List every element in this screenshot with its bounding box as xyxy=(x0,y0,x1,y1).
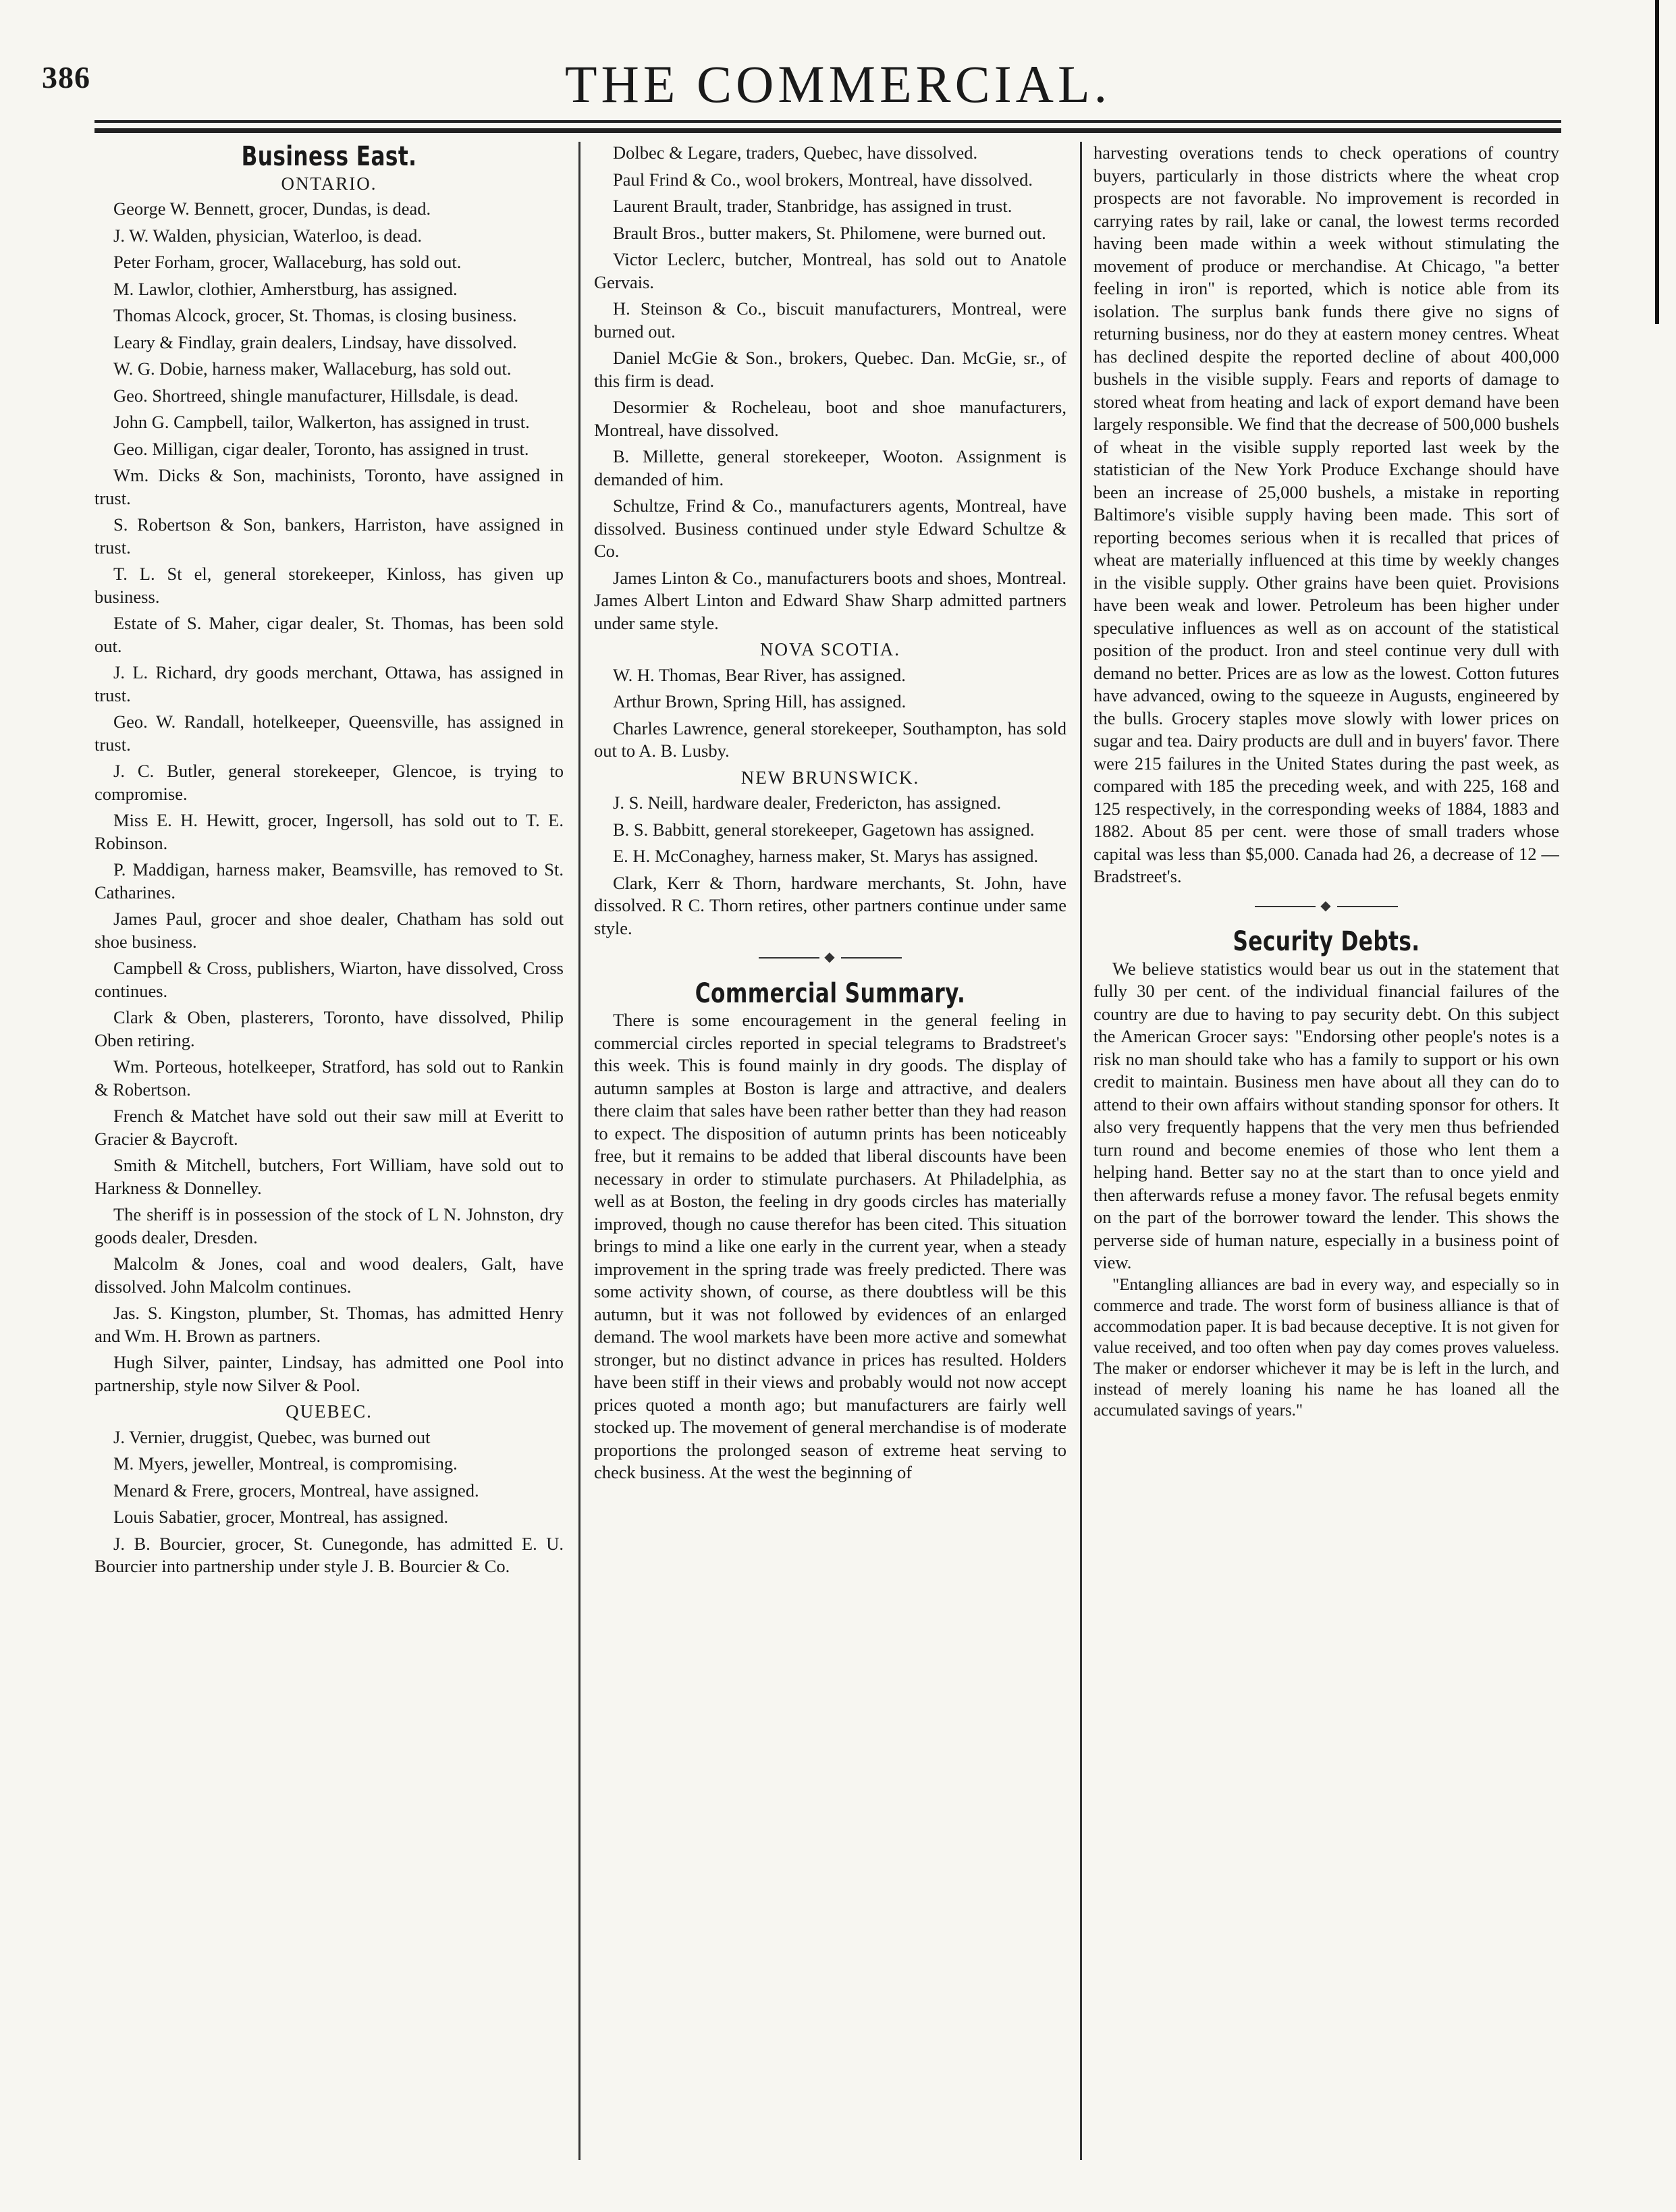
notice-item: M. Lawlor, clothier, Amherstburg, has assigned. xyxy=(113,278,458,299)
notice-item: H. Steinson & Co., biscuit manufacturers, Montreal, were burned out. xyxy=(594,298,1066,342)
notice-item: Geo. Shortreed, shingle manufacturer, Hillsdale, is dead. xyxy=(113,385,519,406)
province-quebec-heading: QUEBEC. xyxy=(286,1401,373,1422)
section-title-business-east: Business East. xyxy=(241,142,417,172)
notice-item: J. B. Bourcier, grocer, St. Cunegonde, has admitted E. U. Bourcier into partnership under style J. B. Bourcier & Co. xyxy=(94,1533,564,1576)
notice-item: Smith & Mitchell, butchers, Fort William, have sold out to Harkness & Donnelley. xyxy=(94,1155,564,1198)
section-divider: ◆ xyxy=(594,946,1066,969)
notice-item: J. Vernier, druggist, Quebec, was burned out xyxy=(113,1426,431,1447)
notice-item: Geo. W. Randall, hotelkeeper, Queensville, has assigned in trust. xyxy=(94,711,564,755)
page-edge-line xyxy=(1655,0,1659,324)
commercial-summary-text: There is some encouragement in the general feeling in commercial circles reported in special telegrams to Bradstreet's this week. This is found mainly in dry goods. The display of autumn samples at Boston is large and attractive, and dealers there claim that sales have been rather better than they had reason to expect. The disposition of autumn prints has been noticeably free, but it remains to be added that liberal discounts have been necessary in order to stimulate purchasers. At Philadelphia, as well as at Boston, the feeling in dry goods circles has materially improved, though no cause therefor has been cited. This situation brings to mind a like one early in the current year, when a steady improvement in the spring trade was freely predicted. There was some activity shown, of course, as there doubtless will be this autumn, but it was not followed by evidences of an enlarged demand. The wool markets have been more active and somewhat stronger, but no distinct advance in prices has resulted. Holders have been stiff in their views and probably would not now accept prices quoted a month ago; but manufacturers are fairly well stocked up. The movement of general merchandise is of moderate proportions the prolonged season of extreme heat serving to check business. At the west the beginning of xyxy=(594,1010,1066,1482)
notice-item: Dolbec & Legare, traders, Quebec, have dissolved. xyxy=(613,142,978,163)
notice-item: P. Maddigan, harness maker, Beamsville, has removed to St. Catharines. xyxy=(94,859,564,902)
notice-item: T. L. St el, general storekeeper, Kinloss, has given up business. xyxy=(94,564,564,607)
notice-item: J. S. Neill, hardware dealer, Fredericton, has assigned. xyxy=(613,792,1002,813)
ontario-list xyxy=(94,198,564,1397)
masthead-rule-thick xyxy=(94,128,1561,133)
notice-item: J. L. Richard, dry goods merchant, Ottawa, has assigned in trust. xyxy=(94,662,564,705)
column-divider-1 xyxy=(578,142,580,2160)
notice-item: Desormier & Rocheleau, boot and shoe manufacturers, Montreal, have dissolved. xyxy=(594,397,1066,440)
notice-item: B. S. Babbitt, general storekeeper, Gagetown has assigned. xyxy=(613,819,1035,840)
notice-item: Paul Frind & Co., wool brokers, Montreal, have dissolved. xyxy=(613,169,1033,190)
notice-item: Clark & Oben, plasterers, Toronto, have dissolved, Philip Oben retiring. xyxy=(94,1007,564,1050)
notice-item: Wm. Dicks & Son, machinists, Toronto, have assigned in trust. xyxy=(94,465,564,508)
notice-item: Thomas Alcock, grocer, St. Thomas, is closing business. xyxy=(113,305,517,325)
notice-item: S. Robertson & Son, bankers, Harriston, have assigned in trust. xyxy=(94,514,564,558)
notice-item: Hugh Silver, painter, Lindsay, has admitted one Pool into partnership, style now Silver & Pool. xyxy=(94,1352,564,1395)
commercial-summary-continued: harvesting overations tends to check operations of country buyers, particularly in those districts where the wheat crop prospects are not favorable. No improvement is recorded in carrying rates by rail, lake or canal, the lowest terms recorded having been made within a week without stimulating the movement of produce or merchandise. At Chicago, "a better feeling in iron" is reported, which is notice able from its isolation. The surplus bank funds there give no signs of returning business, nor do they at eastern money centres. Wheat has declined despite the reported decline of about 400,000 bushels in the visible supply. Fears and reports of damage to stored wheat from heating and lack of export demand have been largely responsible. We find that the decrease of 500,000 bushels of wheat in the visible supply reported last week by the statistician of the New York Produce Exchange should have been an increase of 25,000 bushels, a mistake in reporting Baltimore's visible supply having been made. This sort of reporting becomes serious when it is recalled that prices of wheat are materially influenced at this time by weekly changes in the visible supply. Other grains have been quiet. Provisions have been weak and lower. Petroleum has been higher under speculative influences as well as on account of the statistical position of the product. Iron and steel continue very dull with demand no better. Prices are as low as the lowest. Cotton futures have advanced, owing to the squeeze in Augusts, engineered by the bulls. Grocery staples move slowly with lower prices on sugar and tea. Dairy products are dull and in buyers' favor. There were 215 failures in the United States during the past week, as compared with 185 the preceding week, and with 225, 168 and 125 respectively, in the corresponding weeks of 1884, 1883 and 1882. About 85 per cent. were those of small traders whose capital was less than $5,000. Canada had 26, a decrease of 12 —Bradstreet's. xyxy=(1093,142,1559,886)
notice-item: W. G. Dobie, harness maker, Wallaceburg, has sold out. xyxy=(113,358,512,379)
notice-item: W. H. Thomas, Bear River, has assigned. xyxy=(613,664,906,685)
notice-item: Menard & Frere, grocers, Montreal, have assigned. xyxy=(113,1480,479,1501)
notice-item: Campbell & Cross, publishers, Wiarton, have dissolved, Cross continues. xyxy=(94,958,564,1001)
quebec-continued-list xyxy=(594,142,1066,635)
notice-item: Jas. S. Kingston, plumber, St. Thomas, has admitted Henry and Wm. H. Brown as partners. xyxy=(94,1303,564,1346)
new-brunswick-list xyxy=(594,792,1066,940)
notice-item: Louis Sabatier, grocer, Montreal, has assigned. xyxy=(113,1507,449,1527)
quebec-list xyxy=(94,1426,564,1578)
notice-item: Brault Bros., butter makers, St. Philomene, were burned out. xyxy=(613,222,1046,243)
notice-item: Victor Leclerc, butcher, Montreal, has sold out to Anatole Gervais. xyxy=(594,249,1066,292)
section-title-security-debts: Security Debts. xyxy=(1233,926,1420,957)
notice-item: M. Myers, jeweller, Montreal, is compromising. xyxy=(113,1453,458,1474)
column-3 xyxy=(1093,142,1559,2187)
notice-item: Leary & Findlay, grain dealers, Lindsay, have dissolved. xyxy=(113,331,517,352)
notice-item: The sheriff is in possession of the stock of L N. Johnston, dry goods dealer, Dresden. xyxy=(94,1204,564,1247)
notice-item: Daniel McGie & Son., brokers, Quebec. Dan. McGie, sr., of this firm is dead. xyxy=(594,348,1066,391)
notice-item: John G. Campbell, tailor, Walkerton, has assigned in trust. xyxy=(113,412,530,432)
page-number: 386 xyxy=(42,60,90,95)
notice-item: Miss E. H. Hewitt, grocer, Ingersoll, has sold out to T. E. Robinson. xyxy=(94,810,564,853)
notice-item: Charles Lawrence, general storekeeper, Southampton, has sold out to A. B. Lusby. xyxy=(594,718,1066,761)
notice-item: George W. Bennett, grocer, Dundas, is dead. xyxy=(113,198,431,219)
section-title-commercial-summary: Commercial Summary. xyxy=(695,977,966,1009)
notice-item: B. Millette, general storekeeper, Wooton. Assignment is demanded of him. xyxy=(594,446,1066,489)
province-new-brunswick-heading: NEW BRUNSWICK. xyxy=(740,767,920,788)
nova-scotia-list xyxy=(594,664,1066,763)
notice-item: Clark, Kerr & Thorn, hardware merchants, St. John, have dissolved. R C. Thorn retires, other partners continue under same style. xyxy=(594,872,1066,938)
notice-item: Peter Forham, grocer, Wallaceburg, has sold out. xyxy=(113,252,462,272)
section-divider: ◆ xyxy=(1093,895,1559,918)
masthead-rule-thin xyxy=(94,120,1561,123)
notice-item: Laurent Brault, trader, Stanbridge, has assigned in trust. xyxy=(613,196,1012,216)
notice-item: Geo. Milligan, cigar dealer, Toronto, has assigned in trust. xyxy=(113,438,529,459)
notice-item: J. C. Butler, general storekeeper, Glencoe, is trying to compromise. xyxy=(94,761,564,804)
notice-item: Estate of S. Maher, cigar dealer, St. Thomas, has been sold out. xyxy=(94,613,564,656)
notice-item: French & Matchet have sold out their saw mill at Everitt to Gracier & Baycroft. xyxy=(94,1106,564,1149)
notice-item: Arthur Brown, Spring Hill, has assigned. xyxy=(613,691,907,711)
masthead-title: THE COMMERCIAL. xyxy=(564,55,1112,113)
notice-item: Malcolm & Jones, coal and wood dealers, Galt, have dissolved. John Malcolm continues. xyxy=(94,1253,564,1297)
notice-item: James Linton & Co., manufacturers boots and shoes, Montreal. James Albert Linton and Edward Shaw Sharp admitted partners under same style. xyxy=(594,567,1066,633)
column-divider-2 xyxy=(1080,142,1082,2160)
column-2 xyxy=(594,142,1066,2187)
column-1 xyxy=(94,142,564,2187)
notice-item: Wm. Porteous, hotelkeeper, Stratford, has sold out to Rankin & Robertson. xyxy=(94,1056,564,1100)
notice-item: James Paul, grocer and shoe dealer, Chatham has sold out shoe business. xyxy=(94,909,564,952)
province-nova-scotia-heading: NOVA SCOTIA. xyxy=(759,639,901,659)
notice-item: J. W. Walden, physician, Waterloo, is dead. xyxy=(113,225,422,246)
notice-item: Schultze, Frind & Co., manufacturers agents, Montreal, have dissolved. Business continued under style Edward Schultze & Co. xyxy=(594,495,1066,561)
security-debts-paragraph-2: "Entangling alliances are bad in every way, and especially so in commerce and trade. The worst form of business alliance is that of accommodation paper. It is bad because deceptive. It is not given for value received, and too often when pay day comes proves valueless. The maker or endorser whichever it may be is left in the lurch, and instead of merely loaning his name he has loaned all the accumulated savings of years." xyxy=(1093,1275,1559,1420)
security-debts-paragraph-1: We believe statistics would bear us out in the statement that fully 30 per cent. of the individual financial failures of the country are due to having to pay security debt. On this subject the American Grocer says: "Endorsing other people's notes is a risk no man should take who has a family to support or his own credit to maintain. Business men have about all they can do to attend to their own affairs without standing sponsor for others. It also very frequently happens that the very men thus befriended turn round and become enemies of those who lent them a helping hand. Better say no at the start than to once yield and then afterwards refuse a money favor. The refusal begets enmity on the part of the borrower toward the lender. This shows the perverse side of human nature, especially in a business point of view. xyxy=(1093,958,1559,1272)
notice-item: E. H. McConaghey, harness maker, St. Marys has assigned. xyxy=(613,846,1039,866)
province-ontario-heading: ONTARIO. xyxy=(281,173,377,194)
